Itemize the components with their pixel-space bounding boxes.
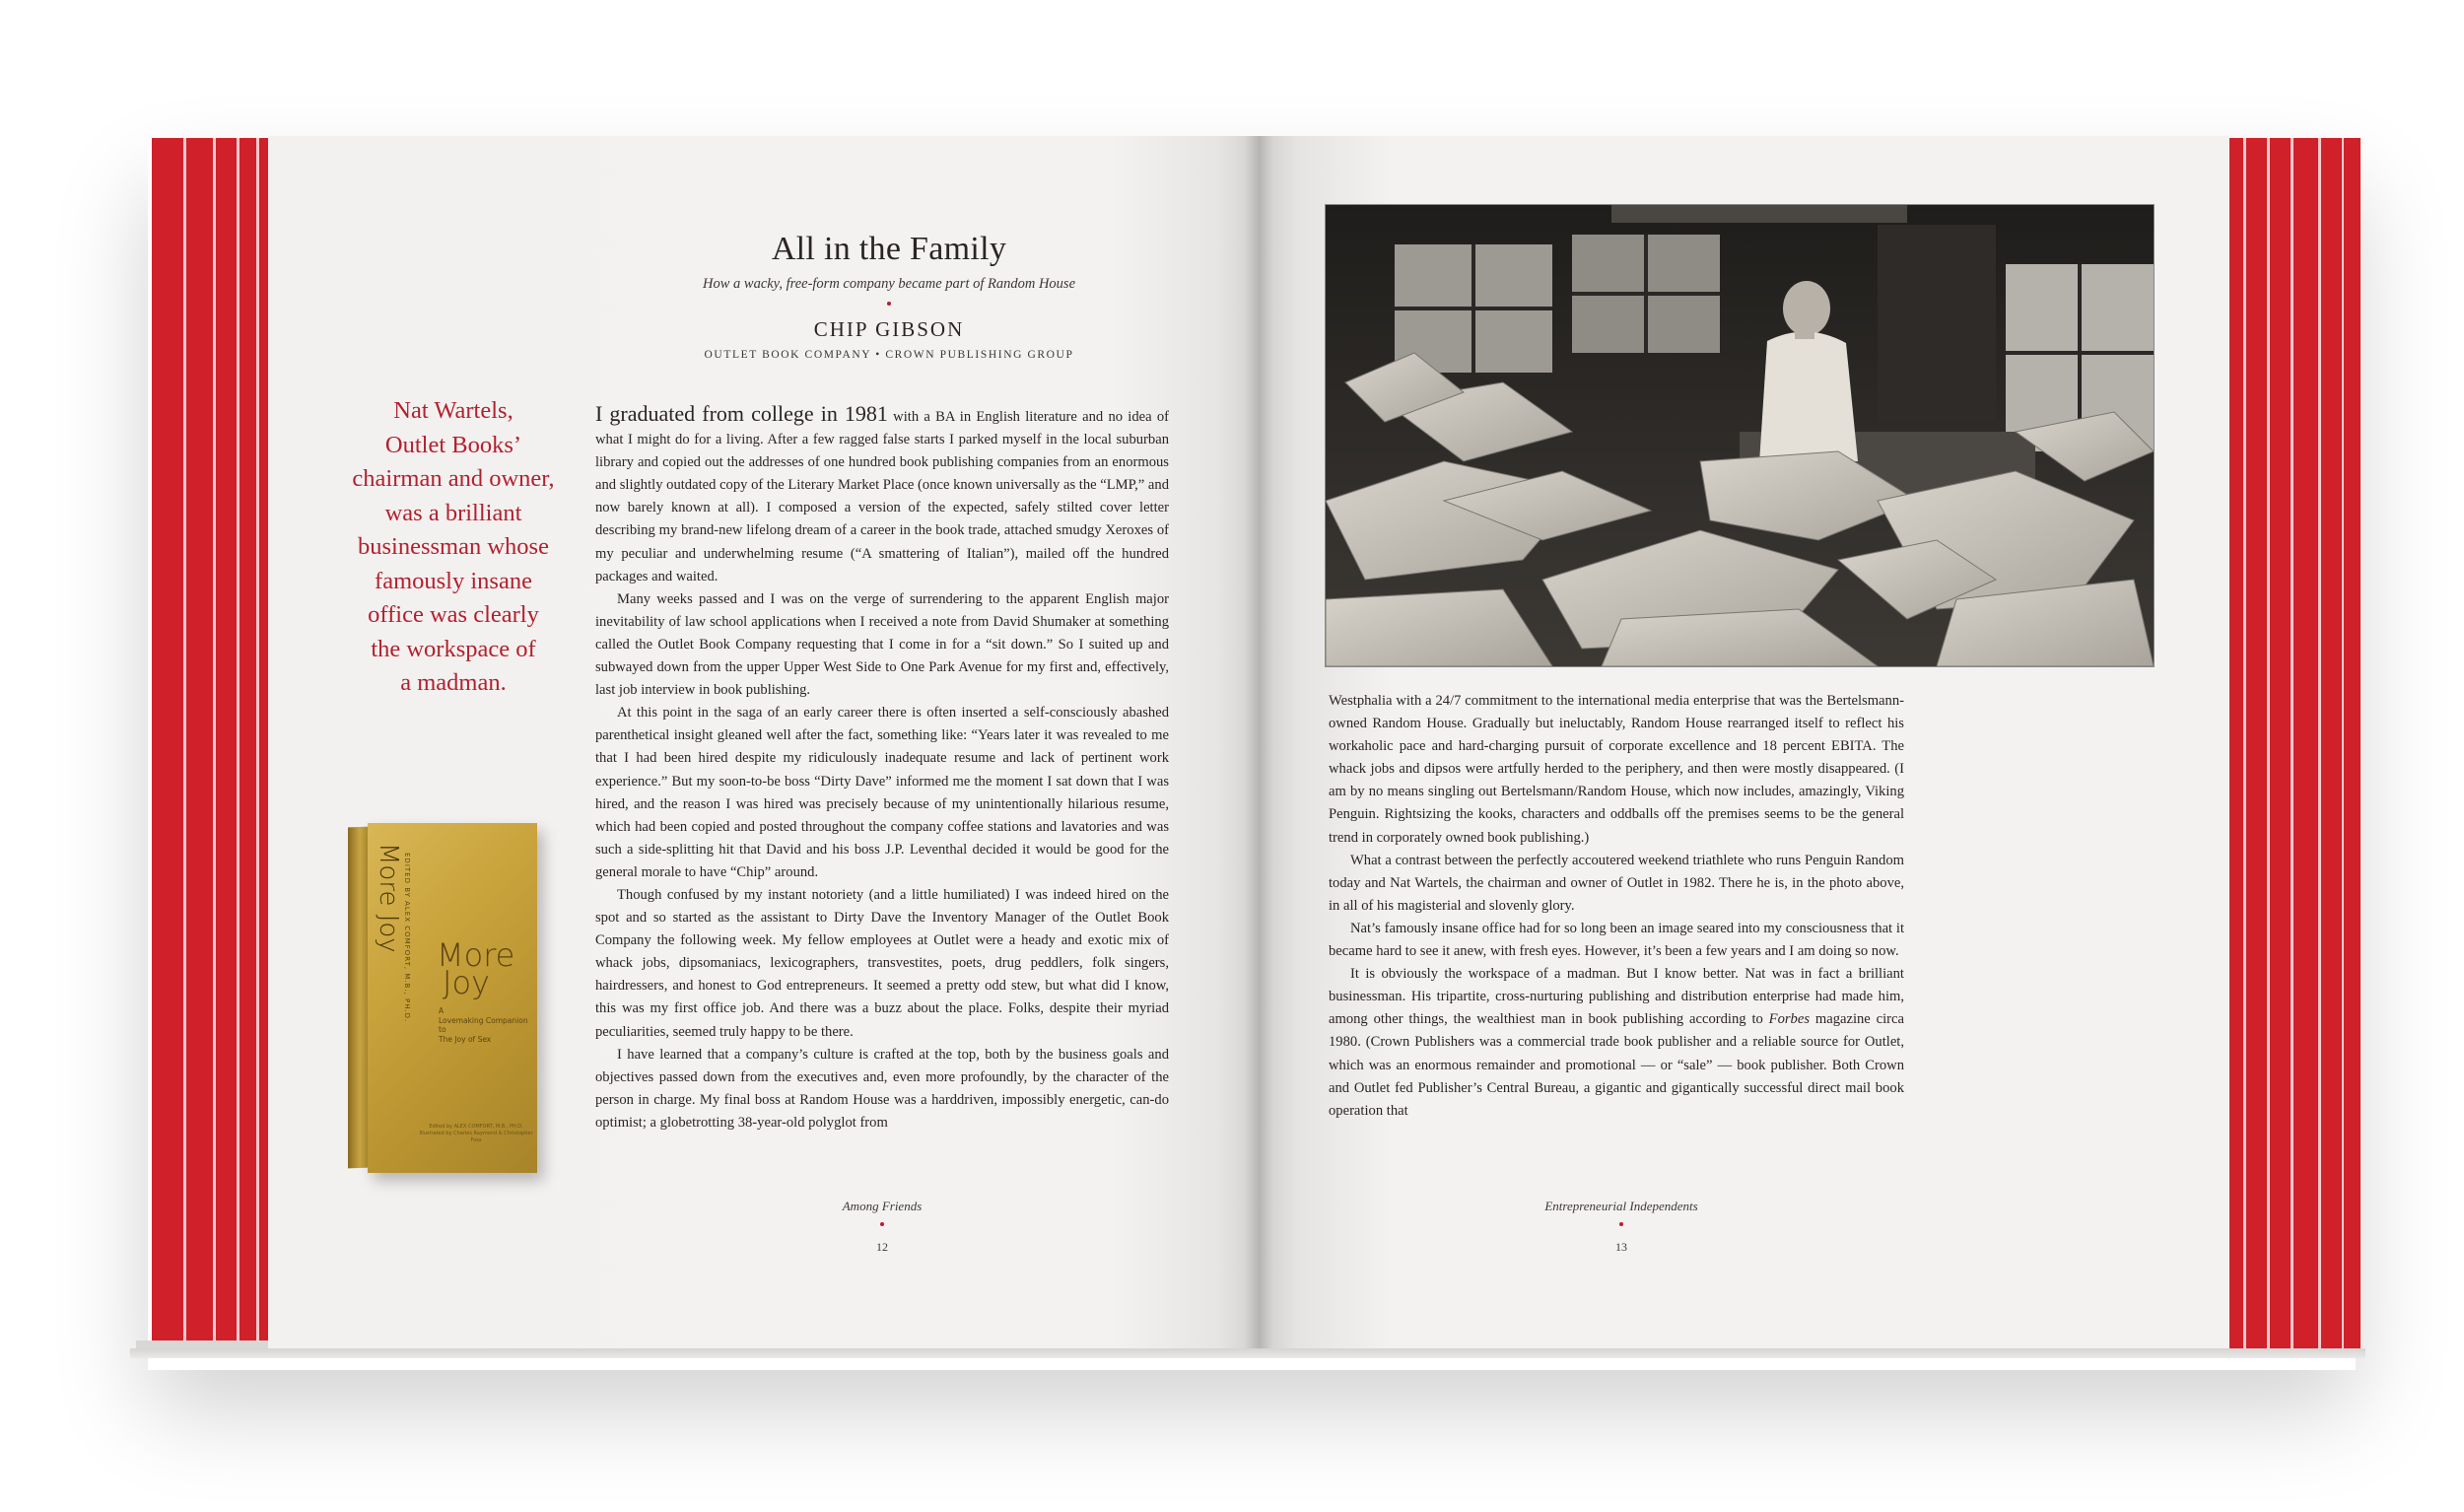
book-spine-subtitle: EDITED BY ALEX COMFORT, M.B., PH.D. — [403, 853, 411, 1023]
paragraph: Many weeks passed and I was on the verge of surrendering to the apparent English major inevitability of law school applications when I received a note from David Shumaker at something called the Outlet Book Company requesting that I come in for a “sit down.” So I suited up and subwayed down from the upper Upper West Side to One Park Avenue for my first and, effectively, last job interview in book publishing. — [595, 590, 1169, 699]
author-name: CHIP GIBSON — [813, 317, 965, 341]
right-body-text — [1329, 690, 1904, 1123]
pull-quote-line: Nat Wartels, — [393, 397, 513, 424]
pull-quote-line: businessman whose — [358, 533, 549, 560]
right-running-footer: Entrepreneurial Independents — [1544, 1199, 1698, 1213]
pull-quote-line: a madman. — [400, 669, 507, 696]
paragraph: At this point in the saga of an early career there is often inserted a self-consciously abashed parenthetical insight gleaned well after the fact, something like: “Years later it was revealed to me that I had been hired despite my ridiculously inadequate resume and lack of pertinent work experience.” But my soon-to-be boss “Dirty Dave” informed me the moment I sat down that I was hired, and the reason I was hired was precisely because of my unintentionally hilarious resume, which had been copied and posted throughout the company coffee stations and lavatories and was such a side-splitting hit that David and his boss J.P. Leventhal decided it would be good for the general morale to have “Chip” around. — [595, 705, 1169, 880]
lead-in: I graduated from college in 1981 — [595, 401, 888, 426]
pull-quote — [325, 394, 582, 701]
paragraph: What a contrast between the perfectly accoutered weekend triathlete who runs Penguin Random today and Nat Wartels, the chairman and owner of Outlet in 1982. There he is, in the photo above, in all of his magisterial and slovenly glory. — [1329, 852, 1904, 914]
chapter-subtitle: How a wacky, free-form company became part of Random House — [703, 276, 1075, 292]
book-spine-title: More Joy — [374, 843, 403, 953]
paragraph: I have learned that a company’s culture is crafted at the top, both by the business goals and objectives passed down from the executives and, even more profoundly, by the character of the person in charge. My final boss at Random House was a harddriven, impossibly energetic, can-do optimist; a globetrotting 38-year-old polyglot from — [595, 1046, 1169, 1131]
pull-quote-line: was a brilliant — [384, 499, 522, 526]
book-front — [368, 823, 537, 1173]
pull-quote-line: chairman and owner, — [352, 465, 555, 492]
page-bottom-lip — [130, 1348, 2365, 1358]
pull-quote-line: office was clearly — [368, 601, 539, 628]
left-page-edges — [130, 138, 278, 1348]
pull-quote-line: the workspace of — [371, 635, 536, 662]
footer-dot — [1619, 1222, 1623, 1226]
footer-dot — [880, 1222, 884, 1226]
office-photo — [1325, 204, 2155, 667]
more-joy-book-cover — [348, 823, 539, 1173]
paragraph: Westphalia with a 24/7 commitment to the international media enterprise that was the Bertelsmann-owned Random House. Gradually but ineluctably, Random House rearranged itself to reflect his workaholic pace and hard-charging pursuit of corporate excellence and 18 percent EBITA. The whack jobs and dipsos were artfully herded to the periphery, and then were mostly disappeared. (I am by no means singling out Bertelsmann/Random House, which now includes, amazingly, Viking Penguin. Rightsizing the kooks, characters and oddballs off the premises seems to be the general trend in corporately owned book publishing.) — [1329, 693, 1904, 846]
right-page-number: 13 — [1615, 1240, 1627, 1254]
paragraph: Nat’s famously insane office had for so long been an image seared into my consciousness that it became hard to see it anew, with fresh eyes. However, it’s been a few years and I am doing so now. — [1329, 920, 1904, 960]
book-title: More Joy — [437, 936, 515, 1001]
spine-shadow — [1244, 136, 1273, 1350]
paragraph: It is obviously the workspace of a madman. But I know better. Nat was in fact a brilliant businessman. His tripartite, cross-nurturing publishing and distribution enterprise had made him, among other things, the wealthiest man in book publishing according to Forbes magazine circa 1980. (Crown Publishers was a commercial trade book publisher and a reliable source for Outlet, which was an enormous remainder and promotional — or “sale” — book publisher. Both Crown and Outlet fed Publisher’s Central Bureau, a gigantic and gigantically successful direct mail book operation that — [1329, 966, 1904, 1119]
paragraph: Though confused by my instant notoriety (and a little humiliated) I was indeed hired on the spot and so started as the assistant to Dirty Dave the Inventory Manager of the Outlet Book Company the following week. My fellow employees at Outlet were a heady and exotic mix of whack jobs, dipsomaniacs, lexicographers, transvestites, poets, drug peddlers, folk singers, hairdressers, and honest to God entrepreneurs. It seemed a pretty odd stew, but what did I know, this was my first office job. And there was a buzz about the place. Folks, despite their myriad peculiarities, seemed truly happy to be there. — [595, 886, 1169, 1040]
forbes-italic: Forbes — [1768, 1011, 1811, 1028]
left-running-footer: Among Friends — [842, 1199, 923, 1213]
divider-dot — [887, 302, 891, 306]
right-page-edges — [2208, 138, 2365, 1348]
author-affiliation: OUTLET BOOK COMPANY • CROWN PUBLISHING GROUP — [704, 349, 1074, 361]
pull-quote-line: Outlet Books’ — [384, 431, 522, 458]
left-body-text — [595, 402, 1169, 1134]
paragraph: I graduated from college in 1981 with a BA in English literature and no idea of what I might do for a living. After a few ragged false starts I parked myself in the local suburban library and copied out the addresses of one hundred book publishing companies from an enormous and slightly outdated copy of the Literary Market Place (once known universally as the “LMP,” and now barely known at all). I composed a version of the expected, safely stilted cover letter describing my brand-new lifelong dream of a career in the book trade, attached smudgy Xeroxes of my peculiar and underwhelming resume (“A smattering of Italian”), mailed off the hundred packages and waited. — [595, 401, 1169, 584]
chapter-title: All in the Family — [771, 231, 1007, 267]
book-credits: Edited by ALEX COMFORT, M.B., PH.D. Illustrated by Charles Raymond & Christopher Foss — [419, 1124, 533, 1143]
book-subtitle: A Lovemaking Companion to The Joy of Sex — [439, 1006, 528, 1044]
book-spine — [348, 827, 370, 1169]
left-page-number: 12 — [876, 1240, 888, 1254]
pull-quote-line: famously insane — [375, 567, 532, 594]
